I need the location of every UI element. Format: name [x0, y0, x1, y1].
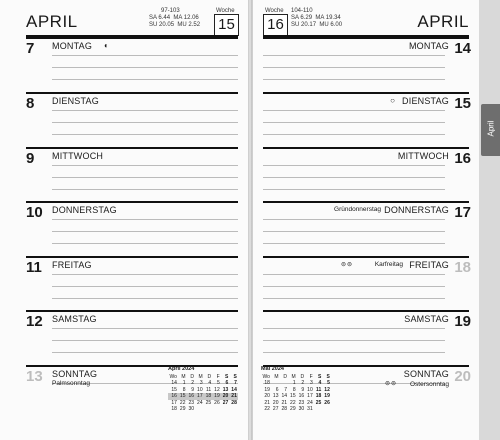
mini-calendar-day-cell: 3: [199, 380, 203, 386]
mini-calendar-day-cell: 23: [298, 399, 305, 406]
mini-calendar-header-cell: S: [224, 373, 229, 380]
day-separator: [263, 256, 469, 258]
mini-calendar-day-cell: 10: [307, 386, 313, 393]
day-separator: [26, 256, 238, 258]
weekday-name: DONNERSTAG: [52, 205, 117, 215]
writing-line: [263, 189, 445, 190]
day-number: 12: [26, 313, 43, 330]
writing-line: [52, 122, 238, 123]
mini-calendar-header-cell: D: [300, 373, 305, 380]
mini-calendar-header-cell: D: [190, 373, 195, 380]
day-of-year-range: 97-103: [161, 8, 180, 14]
mini-calendar-day-cell: 16: [188, 393, 195, 399]
moonrise-label: MA: [173, 15, 183, 21]
month-title: APRIL: [26, 12, 78, 31]
mini-calendar-day-cell: 28: [231, 399, 237, 406]
day-separator: [263, 310, 469, 312]
mini-calendar-week-cell: 15: [171, 386, 177, 393]
moon-phase-full-moon-icon: ○: [390, 96, 395, 105]
right-page: [252, 0, 479, 440]
weekday-name: SAMSTAG: [52, 314, 97, 324]
holiday-symbol-icon: ⊜⊜: [340, 262, 353, 268]
mini-calendar-day-cell: 7: [284, 386, 288, 393]
mini-calendar-week-cell: 17: [171, 399, 177, 406]
mini-calendar-header-cell: M: [198, 373, 203, 380]
mini-calendar-day-cell: 14: [281, 393, 288, 399]
writing-line: [263, 231, 445, 232]
day-block[interactable]: [263, 147, 469, 202]
sunrise-label: SA: [149, 15, 157, 21]
mini-calendar-day-cell: 15: [290, 393, 296, 399]
month-index-tab[interactable]: [481, 104, 500, 156]
writing-line: [263, 219, 445, 220]
day-block[interactable]: [26, 310, 238, 365]
mini-calendar-day-cell: 25: [205, 399, 212, 406]
moonrise-value: 12.06: [183, 15, 199, 21]
day-number: 17: [454, 204, 471, 221]
day-number: 16: [454, 150, 471, 167]
day-separator: [26, 147, 238, 149]
writing-line: [263, 328, 445, 329]
day-separator: [26, 37, 238, 39]
mini-calendar-day-cell: 4: [208, 380, 212, 386]
writing-line: [263, 122, 445, 123]
mini-calendar-day-cell: 12: [324, 386, 330, 393]
writing-line: [263, 55, 445, 56]
writing-line: [52, 55, 238, 56]
mini-calendar-day-cell: 8: [182, 386, 186, 393]
holiday-symbol-icon: ⊜⊜: [384, 381, 397, 387]
mini-calendar-header-cell: F: [309, 373, 313, 380]
writing-line: [52, 177, 238, 178]
mini-calendar-day-cell: 22: [290, 399, 296, 406]
writing-line: [52, 340, 238, 341]
mini-calendar-week-cell: 14: [171, 380, 177, 386]
moonset-value: 2.52: [188, 22, 201, 28]
day-number: 13: [26, 368, 43, 385]
mini-calendar-title: Mai 2024: [261, 366, 284, 372]
sunset-label: SU: [149, 22, 158, 28]
moonrise-value: 19.34: [325, 15, 341, 21]
week-label: Woche: [216, 8, 235, 14]
day-separator: [26, 92, 238, 94]
writing-line: [52, 274, 238, 275]
mini-calendar-day-cell: 24: [307, 399, 313, 406]
mini-calendar-day-cell: 9: [191, 386, 195, 393]
mini-calendar-title: April 2024: [168, 366, 195, 372]
mini-calendar-day-cell: 17: [307, 393, 313, 399]
mini-calendar-day-cell: 21: [281, 399, 288, 406]
mini-calendar-day-cell: 19: [324, 393, 330, 399]
day-number: 8: [26, 95, 35, 112]
mini-calendar-day-cell: 18: [315, 393, 322, 399]
mini-calendar-day-cell: 13: [222, 386, 229, 393]
day-separator: [263, 92, 469, 94]
writing-line: [52, 328, 238, 329]
day-block[interactable]: [263, 37, 469, 92]
weekday-name: DIENSTAG: [402, 96, 449, 106]
writing-line: [263, 79, 445, 80]
mini-calendar-day-cell: 23: [188, 399, 195, 406]
sunrise-value: 6.29: [300, 15, 313, 21]
mini-calendar-day-cell: 28: [281, 406, 288, 412]
sunrise-value: 6.44: [158, 15, 171, 21]
day-separator: [26, 201, 238, 203]
writing-line: [263, 67, 445, 68]
mini-calendar-day-cell: 18: [205, 393, 212, 399]
writing-line: [263, 243, 445, 244]
mini-calendar-day-cell: 11: [316, 386, 322, 393]
mini-calendar-day-cell: 26: [214, 399, 220, 406]
writing-line: [52, 219, 238, 220]
moonrise-label: MA: [315, 15, 325, 21]
mini-calendar-day-cell: 3: [309, 380, 313, 386]
mini-calendar-day-cell: 19: [214, 393, 220, 399]
mini-calendar-header-cell: D: [207, 373, 212, 380]
day-number: 7: [26, 40, 35, 57]
weekday-name: DONNERSTAG: [384, 205, 449, 215]
writing-line: [52, 110, 238, 111]
day-block[interactable]: [26, 37, 238, 92]
week-number: 16: [263, 14, 288, 36]
mini-calendar-day-cell: 29: [179, 406, 186, 412]
day-separator: [263, 147, 469, 149]
day-separator: [263, 37, 469, 39]
moon-phase-first-quarter-icon: ◐: [104, 41, 109, 50]
day-number: 15: [454, 95, 471, 112]
mini-calendar-day-cell: 9: [301, 386, 305, 393]
writing-line: [52, 243, 238, 244]
day-number: 14: [454, 40, 471, 57]
mini-calendar-header-cell: D: [283, 373, 288, 380]
writing-line: [263, 110, 445, 111]
mini-calendar-header-cell: S: [317, 373, 322, 380]
week-label: Woche: [265, 8, 284, 14]
sunrise-label: SA: [291, 15, 299, 21]
holiday-label: Ostersonntag: [409, 381, 449, 388]
weekday-name: MITTWOCH: [52, 151, 104, 161]
day-block[interactable]: [26, 201, 238, 256]
writing-line: [52, 189, 238, 190]
mini-calendar-day-cell: [323, 406, 332, 413]
mini-calendar-day-cell: 1: [292, 380, 296, 386]
mini-calendar-header-cell: S: [233, 373, 237, 380]
moonset-label: MU: [177, 22, 187, 28]
day-block[interactable]: [263, 310, 469, 365]
weekday-name: MITTWOCH: [397, 151, 449, 161]
writing-line: [263, 298, 445, 299]
mini-calendar-day-cell: 8: [292, 386, 296, 393]
mini-calendar-day-cell: [314, 406, 323, 413]
weekday-name: DIENSTAG: [52, 96, 99, 106]
writing-line: [263, 134, 445, 135]
mini-calendar-day-cell: 2: [191, 380, 195, 386]
day-separator: [26, 310, 238, 312]
mini-calendar-header-cell: M: [181, 373, 186, 380]
mini-calendar-day-cell: 20: [222, 393, 229, 399]
writing-line: [263, 165, 445, 166]
mini-calendar-day-cell: 6: [225, 380, 229, 386]
week-number: 15: [214, 14, 239, 36]
mini-calendar-header-cell: Wo: [262, 373, 270, 380]
writing-line: [52, 286, 238, 287]
day-block[interactable]: [263, 256, 469, 311]
mini-calendar-day-cell: 4: [318, 380, 322, 386]
mini-calendar-day-cell: 31: [307, 406, 313, 412]
mini-calendar-grid: [261, 374, 331, 413]
mini-calendar-week-cell: 20: [264, 393, 270, 399]
mini-calendar-day-cell: [221, 406, 230, 413]
month-tab-label: April: [486, 120, 496, 137]
mini-calendar-day-cell: [196, 406, 205, 413]
mini-calendar-day-cell: 22: [179, 399, 186, 406]
day-number: 20: [454, 368, 471, 385]
mini-calendar-day-cell: 27: [222, 399, 229, 406]
mini-calendar-day-cell: 26: [324, 399, 330, 406]
mini-calendar-april: [168, 366, 238, 413]
mini-calendar-day-cell: [230, 406, 239, 413]
mini-calendar-week-cell: 16: [168, 393, 178, 400]
mini-calendar-grid: [168, 374, 238, 413]
writing-line: [52, 352, 238, 353]
mini-calendar-day-cell: 29: [290, 406, 296, 412]
writing-line: [263, 352, 445, 353]
day-number: 11: [26, 259, 42, 276]
mini-calendar-may: [261, 366, 331, 413]
writing-line: [263, 340, 445, 341]
day-block[interactable]: [263, 92, 469, 147]
left-page: [0, 0, 249, 440]
mini-calendar-day-cell: 15: [179, 393, 186, 399]
moonset-label: MU: [319, 22, 329, 28]
day-block[interactable]: [263, 201, 469, 256]
weekday-name: SONNTAG: [403, 369, 449, 379]
weekday-name: FREITAG: [52, 260, 92, 270]
writing-line: [52, 298, 238, 299]
moonset-value: 6.00: [330, 22, 343, 28]
writing-line: [52, 165, 238, 166]
mini-calendar-day-cell: [213, 406, 222, 413]
weekday-name: SAMSTAG: [404, 314, 449, 324]
mini-calendar-day-cell: 25: [315, 399, 322, 406]
weekday-name: FREITAG: [409, 260, 449, 270]
mini-calendar-day-cell: 30: [298, 406, 305, 412]
sunset-value: 20.17: [301, 22, 317, 28]
mini-calendar-day-cell: 11: [205, 386, 212, 393]
mini-calendar-day-cell: 12: [214, 386, 220, 393]
mini-calendar-day-cell: 5: [216, 380, 220, 386]
mini-calendar-day-cell: 2: [301, 380, 305, 386]
mini-calendar-day-cell: 7: [234, 380, 237, 386]
mini-calendar-header-cell: M: [274, 373, 279, 380]
day-block[interactable]: [26, 147, 238, 202]
writing-line: [52, 67, 238, 68]
day-number: 10: [26, 204, 43, 221]
mini-calendar-header-cell: M: [291, 373, 296, 380]
mini-calendar-week-cell: 18: [171, 406, 177, 412]
mini-calendar-day-cell: 1: [182, 380, 186, 386]
mini-calendar-day-cell: 17: [197, 393, 203, 399]
day-number: 19: [454, 313, 471, 330]
writing-line: [52, 231, 238, 232]
sunset-label: SU: [291, 22, 300, 28]
mini-calendar-day-cell: 13: [272, 393, 279, 399]
mini-calendar-day-cell: 20: [272, 399, 279, 406]
astro-info: [149, 8, 200, 29]
mini-calendar-day-cell: 5: [327, 380, 330, 386]
mini-calendar-header-cell: F: [216, 373, 220, 380]
mini-calendar-day-cell: 27: [272, 406, 279, 412]
holiday-label: Palmsonntag: [52, 380, 90, 387]
day-of-year-range: 104-110: [291, 8, 313, 14]
mini-calendar-header-cell: Wo: [169, 373, 177, 380]
month-title: APRIL: [417, 12, 469, 31]
writing-line: [52, 79, 238, 80]
mini-calendar-day-cell: 16: [298, 393, 305, 399]
sunset-value: 20.05: [159, 22, 175, 28]
mini-calendar-week-cell: 19: [264, 386, 270, 393]
mini-calendar-day-cell: 24: [197, 399, 203, 406]
writing-line: [263, 286, 445, 287]
weekday-name: MONTAG: [408, 41, 449, 51]
mini-calendar-day-cell: 21: [231, 393, 237, 399]
day-number: 18: [454, 259, 471, 276]
holiday-label: Gründonnerstag: [334, 206, 381, 213]
mini-calendar-day-cell: 30: [188, 406, 195, 412]
mini-calendar-week-cell: 21: [264, 399, 270, 406]
astro-info: [291, 8, 342, 29]
day-block[interactable]: [26, 256, 238, 311]
weekday-name: SONNTAG: [52, 369, 98, 379]
mini-calendar-day-cell: [204, 406, 213, 413]
mini-calendar-day-cell: 10: [197, 386, 203, 393]
writing-line: [263, 274, 445, 275]
writing-line: [52, 134, 238, 135]
day-separator: [263, 201, 469, 203]
writing-line: [263, 177, 445, 178]
mini-calendar-header-cell: S: [326, 373, 330, 380]
mini-calendar-day-cell: 6: [275, 386, 279, 393]
day-block[interactable]: [26, 92, 238, 147]
day-number: 9: [26, 150, 35, 167]
mini-calendar-week-cell: 18: [264, 380, 270, 386]
mini-calendar-week-cell: 22: [264, 406, 270, 412]
weekday-name: MONTAG: [52, 41, 93, 51]
mini-calendar-day-cell: 14: [231, 386, 237, 393]
holiday-label: Karfreitag: [374, 261, 403, 268]
